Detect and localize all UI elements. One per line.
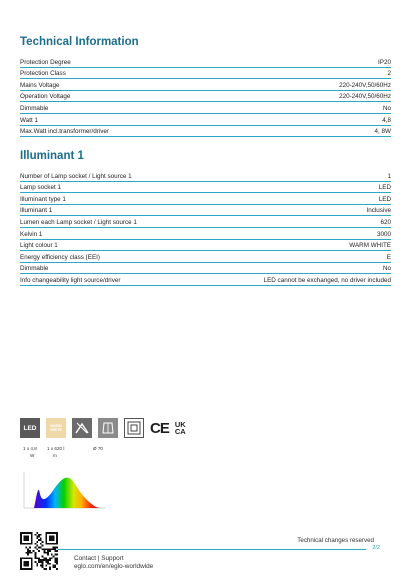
row-value: 4,8 (382, 116, 391, 124)
ce-mark: CE (150, 419, 169, 437)
row-value: 1 (387, 172, 391, 180)
not-dimmable-icon (72, 418, 92, 438)
row-value: LED (378, 195, 391, 203)
row-label: Light colour 1 (20, 242, 58, 250)
technical-changes-note: Technical changes reserved (297, 537, 374, 544)
diameter-caption: Ø 70 (93, 446, 103, 451)
row-label: Lumen each Lamp socket / Light source 1 (20, 218, 137, 226)
illuminant-table (20, 170, 391, 286)
row-value: No (382, 104, 391, 112)
row-label: Number of Lamp socket / Light source 1 (20, 172, 132, 180)
table-row (20, 240, 391, 252)
lumen-caption: 1 x 620 l (47, 446, 65, 451)
row-label: Mains Voltage (20, 81, 60, 89)
row-value: LED (378, 184, 391, 192)
table-row (20, 228, 391, 240)
technical-title: Technical Information (20, 36, 139, 48)
row-label: Illuminant type 1 (20, 195, 66, 203)
qr-code-icon[interactable] (20, 532, 58, 570)
feature-icons (20, 418, 186, 438)
table-row (20, 216, 391, 228)
protection-class-2-icon (124, 418, 144, 438)
page-number: 2/2 (372, 545, 380, 551)
warm-white-label: WARM WHITE (50, 424, 62, 432)
ukca-bottom: CA (174, 427, 186, 436)
footer-divider (20, 549, 366, 550)
table-row (20, 126, 391, 138)
row-label: Operation Voltage (20, 93, 71, 101)
table-row (20, 182, 391, 194)
row-label: Lamp socket 1 (20, 184, 61, 192)
row-label: Kelvin 1 (20, 230, 43, 238)
beam-angle-icon (98, 418, 118, 438)
ukca-top: UK (174, 420, 186, 429)
table-row (20, 114, 391, 126)
row-value: 4, 8W (374, 128, 391, 136)
table-row (20, 56, 391, 68)
warm-white-icon (46, 418, 66, 438)
table-row (20, 205, 391, 217)
watt-caption: 1 x 4,8 (23, 446, 37, 451)
row-label: Protection Class (20, 70, 66, 78)
row-value: 2 (387, 70, 391, 78)
lumen-unit: m (53, 453, 57, 458)
row-value: 220-240V,50/60Hz (339, 93, 391, 101)
row-label: Watt 1 (20, 116, 38, 124)
led-icon: LED (20, 418, 40, 438)
row-value: E (386, 253, 391, 261)
row-value: 3000 (376, 230, 391, 238)
table-row (20, 68, 391, 80)
row-value: No (382, 265, 391, 273)
contact-url-link[interactable]: eglo.com/en/eglo-worldwide (74, 563, 154, 571)
row-label: Dimmable (20, 104, 49, 112)
row-value: Inclusive (366, 207, 391, 215)
contact-support-link[interactable]: Contact | Support (74, 555, 124, 562)
table-row (20, 263, 391, 275)
row-label: Max.Watt incl.transformer/driver (20, 128, 109, 136)
contact-block (74, 555, 153, 572)
row-value: IP20 (378, 58, 391, 66)
table-row (20, 251, 391, 263)
light-spectrum-graphic (20, 470, 110, 516)
table-row (20, 79, 391, 91)
illuminant-title: Illuminant 1 (20, 150, 84, 162)
row-label: Protection Degree (20, 58, 71, 66)
table-row (20, 170, 391, 182)
table-row (20, 91, 391, 103)
row-value: WARM WHITE (349, 242, 391, 250)
row-value: 220-240V,50/60Hz (339, 81, 391, 89)
row-value: 620 (380, 218, 391, 226)
row-label: Energy efficiency class (EEI) (20, 253, 101, 261)
table-row (20, 274, 391, 286)
row-value: LED cannot be exchanged, no driver included (263, 276, 391, 284)
row-label: Info changeability light source/driver (20, 276, 121, 284)
technical-table (20, 56, 391, 137)
table-row (20, 193, 391, 205)
watt-unit: W (30, 453, 35, 458)
ukca-mark (175, 421, 186, 435)
row-label: Illuminant 1 (20, 207, 53, 215)
row-label: Dimmable (20, 265, 49, 273)
table-row (20, 102, 391, 114)
